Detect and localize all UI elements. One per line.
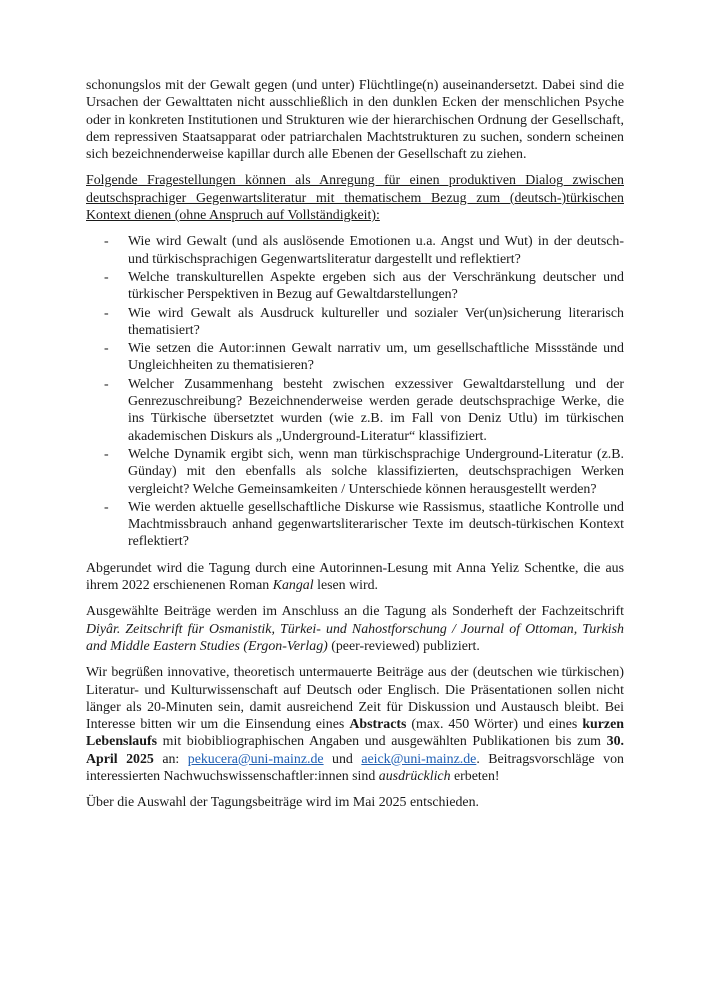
call-text: und: [323, 751, 362, 767]
email-link-pekucera[interactable]: pekucera@uni-mainz.de: [187, 751, 324, 767]
intro-paragraph: schonungslos mit der Gewalt gegen (und unter) Flüchtlinge(n) auseinandersetzt. Dabei sind die Ursachen der Gewalttaten nicht ausschließlich in den dunklen Ecken der menschlichen Psyche oder in konkreten Institutionen und Strukturen wie der hierarchischen Ordnung der Gesellschaft, dem repressiven Staatsapparat oder patriarchalen Machtstrukturen zu suchen, sondern scheinen sich bezeichnenderweise kapillar durch alle Ebenen der Gesellschaft zu ziehen.: [86, 78, 624, 163]
bullet-dash: -: [104, 234, 109, 250]
reading-text-before: Abgerundet wird die Tagung durch eine Autorinnen-Lesung mit Anna Yeliz Schentke, die aus ihrem 2022 erschienenen Roman: [86, 560, 624, 594]
decision-paragraph: Über die Auswahl der Tagungsbeiträge wird im Mai 2025 entschieden.: [86, 795, 480, 811]
question-text: Wie werden aktuelle gesellschaftliche Diskurse wie Rassismus, staatliche Kontrolle und Machtmissbrauch anhand gegenwartsliterarischer Texte im deutsch-türkischen Kontext reflektiert?: [128, 499, 624, 550]
journal-title: Diyâr. Zeitschrift für Osmanistik, Türkei- und Nahostforschung / Journal of Ottoman, Turkish and Middle Eastern Studies (Ergon-Verlag): [86, 621, 624, 654]
emphasis-word: ausdrücklich: [378, 768, 451, 784]
publication-text-before: Ausgewählte Beiträge werden im Anschluss an die Tagung als Sonderheft der Fachzeitschrift: [86, 604, 624, 620]
reading-text-after: lesen wird.: [313, 578, 379, 594]
list-item: [86, 446, 624, 498]
deadline: 30. April 2025: [86, 734, 624, 767]
publication-paragraph: [86, 603, 624, 655]
question-text: Wie wird Gewalt (und als auslösende Emotionen u.a. Angst und Wut) in der deutsch- und türkischsprachigen Gegenwartsliteratur dargestellt und reflektiert?: [128, 234, 624, 267]
reading-paragraph: [86, 560, 624, 595]
questions-heading: Folgende Fragestellungen können als Anregung für einen produktiven Dialog zwischen deutschsprachiger Gegenwartsliteratur mit thematischem Bezug zum (deutsch-)türkischen Kontext dienen (ohne Anspruch auf Vollständigkeit):: [86, 173, 624, 224]
list-item: [86, 305, 624, 340]
question-text: Wie wird Gewalt als Ausdruck kultureller und sozialer Ver(un)sicherung literarisch thematisiert?: [128, 305, 624, 338]
bullet-dash: -: [104, 305, 109, 321]
questions-list: [86, 233, 624, 550]
email-link-aeick[interactable]: aeick@uni-mainz.de: [361, 751, 477, 767]
list-item: [86, 376, 624, 445]
bullet-dash: -: [104, 341, 109, 357]
publication-text-after: (peer-reviewed) publiziert.: [327, 638, 480, 654]
list-item: [86, 269, 624, 304]
abstracts-emphasis: Abstracts: [349, 717, 407, 733]
list-item: [86, 233, 624, 268]
call-text: mit biobibliographischen Angaben und ausgewählten Publikationen bis zum: [157, 734, 607, 750]
question-text: Wie setzen die Autor:innen Gewalt narrativ um, um gesellschaftliche Missstände und Ungleichheiten zu thematisieren?: [128, 341, 624, 374]
bullet-dash: -: [104, 446, 109, 462]
list-item: [86, 340, 624, 375]
call-text: erbeten!: [450, 768, 500, 784]
bullet-dash: -: [104, 269, 109, 285]
cv-emphasis: kurzen Lebenslaufs: [86, 717, 624, 750]
call-text: (max. 450 Wörter) und eines: [406, 717, 583, 733]
call-text: Wir begrüßen innovative, theoretisch untermauerte Beiträge aus der (deutschen wie türkischen) Literatur- und Kulturwissenschaft auf Deutsch oder Englisch. Die Präsentationen sollen nicht länger als 20-Minuten sein, damit ausreichend Zeit für Diskussion und Austausch bleibt. Bei Interesse bitten wir um die Einsendung eines: [86, 665, 624, 733]
question-text: Welche transkulturellen Aspekte ergeben sich aus der Verschränkung deutscher und türkischer Perspektiven in Bezug auf Gewaltdarstellungen?: [128, 269, 624, 303]
document-page: [86, 77, 624, 812]
list-item: [86, 499, 624, 551]
novel-title: Kangal: [272, 578, 314, 594]
question-text: Welcher Zusammenhang besteht zwischen exzessiver Gewaltdarstellung und der Genrezuschreibung? Bezeichnenderweise werden gerade deutschsprachige Werke, die ins Türkische übersetztet wurden (wie z.B. im Fall von Deniz Utlu) im türkischen akademischen Diskurs als „Underground-Literatur“ klassifiziert.: [128, 376, 624, 444]
bullet-dash: -: [104, 376, 109, 392]
bullet-dash: -: [104, 499, 109, 515]
call-text: . Beitragsvorschläge von interessierten Nachwuchswissenschaftler:innen sind: [86, 751, 624, 784]
question-text: Welche Dynamik ergibt sich, wenn man türkischsprachige Underground-Literatur (z.B. Günday) mit den ebenfalls als solche klassifizierten, deutschsprachigen Werken vergleicht? Welche Gemeinsamkeiten / Unterschiede können herausgestellt werden?: [128, 446, 624, 497]
call-paragraph: [86, 664, 624, 785]
call-text: an:: [153, 751, 188, 767]
